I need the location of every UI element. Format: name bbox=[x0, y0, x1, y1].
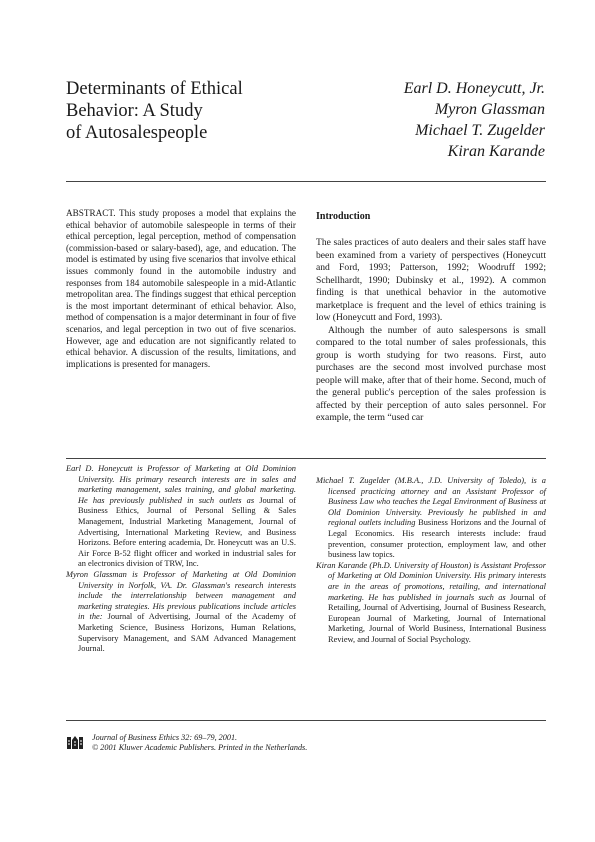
citation-line: Journal of Business Ethics 32: 69–79, 2001. bbox=[92, 733, 238, 742]
bio-lead: Earl D. Honeycutt is Professor of Marketing at Old Dominion University. His primary research interests are in sales and marketing management, sales training, and global marketing. He has previously published in such outlets as bbox=[66, 464, 296, 505]
introduction-text bbox=[316, 237, 546, 425]
bio-lead: Kiran Karande (Ph.D. University of Houston) is Assistant Professor of Marketing at Old Dominion University. His primary interests are in the areas of promotions, retailing, and international marketing. He has published in journals such as bbox=[316, 560, 546, 602]
bio-tail: Journal of Retailing, Journal of Advertising, Journal of Business Research, European Journal of Marketing, Journal of International Marketing, Journal of World Business, International Business Review, and Journal of Social Psychology. bbox=[328, 592, 546, 644]
author-name: Earl D. Honeycutt, Jr. bbox=[403, 80, 545, 97]
author-bios-left bbox=[66, 464, 296, 655]
title-line: Determinants of Ethical bbox=[66, 79, 243, 99]
author-bio bbox=[316, 476, 546, 561]
bio-tail: Journal of Advertising, Journal of the Academy of Marketing Science, Business Horizons, Human Relations, Supervisory Management, and SAM Advanced Management Journal. bbox=[78, 612, 296, 654]
bio-tail: Business Horizons and the Journal of Legal Economics. His research interests include: fraud prevention, consumer protection, employment law, and other business law topics. bbox=[328, 518, 546, 560]
header-divider bbox=[66, 181, 546, 182]
bio-lead: Michael T. Zugelder (M.B.A., J.D. University of Toledo), is a licensed practicing attorney and an Assistant Professor of Business Law who teaches the Legal Environment of Business at Old Dominion University. Previously he published in and regional outlets including bbox=[316, 476, 546, 528]
paragraph: Although the number of auto salespersons is small compared to the total number of sales professionals, this group is worth studying for two reasons. First, auto purchases are the second most involved purchase most people will make, after that of their home. Second, much of the general public's perception of the sales profession is affected by their perception of auto sales personnel. For example, the term “used car bbox=[316, 324, 546, 423]
publisher-logo-icon bbox=[66, 735, 84, 751]
bio-tail: Journal of Business Ethics, Journal of Personal Selling & Sales Management, Industrial Marketing Management, Journal of Advertising, International Marketing Review, and Business Horizons. Before entering academia, Dr. Honeycutt was an U.S. Air Force B-52 flight officer and worked in industrial sales for an electronics division of TRW, Inc. bbox=[78, 495, 296, 569]
journal-footer bbox=[92, 733, 307, 753]
author-name: Kiran Karande bbox=[447, 143, 545, 160]
article-title bbox=[66, 78, 296, 144]
abstract: ABSTRACT. This study proposes a model that explains the ethical behavior of automobile salespeople in terms of their ethical perception, legal perception, method of compensation (commission-based or salary-based), age, and education. The model is estimated by using five scenarios that involve ethical issues commonly found in the automobile industry and responses from 184 automobile salespeople in a mid-Atlantic metropolitan area. The findings suggest that ethical perception is the most important determinant of ethical behavior. Also, method of compensation is a major determinant in four of five scenarios, and legal perception in two out of five scenarios. However, age and education are not significantly related to ethical behavior. A discussion of the results, limitations, and implications is presented for managers. bbox=[66, 208, 296, 369]
author-bio bbox=[66, 464, 296, 570]
title-line: of Autosalespeople bbox=[66, 123, 208, 143]
author-list bbox=[404, 78, 545, 162]
footer-divider bbox=[66, 720, 546, 721]
author-name: Michael T. Zugelder bbox=[415, 122, 545, 139]
author-bio bbox=[66, 570, 296, 655]
bio-lead: Myron Glassman is Professor of Marketing at Old Dominion University in Norfolk, VA. Dr. Glassman's research interests include the interrelationship between management and marketing strategies. His previous publications include articles in the: bbox=[66, 569, 296, 622]
author-name: Myron Glassman bbox=[434, 101, 545, 118]
paragraph: The sales practices of auto dealers and their sales staff have been examined from a variety of perspectives (Honeycutt and Ford, 1993; Patterson, 1992; Woodruff 1992; Schellhardt, 1990; Dubinsky et al., 1992). A common finding is that unethical behavior in the automotive marketplace is frequent and the level of ethics training is low (Honeycutt and Ford, 1993). bbox=[316, 237, 546, 323]
bio-divider bbox=[66, 458, 546, 459]
copyright-line: © 2001 Kluwer Academic Publishers. Printed in the Netherlands. bbox=[92, 743, 308, 753]
author-bio bbox=[316, 561, 546, 646]
title-line: Behavior: A Study bbox=[66, 101, 203, 121]
author-bios-right bbox=[316, 476, 546, 646]
section-heading: Introduction bbox=[316, 211, 371, 222]
